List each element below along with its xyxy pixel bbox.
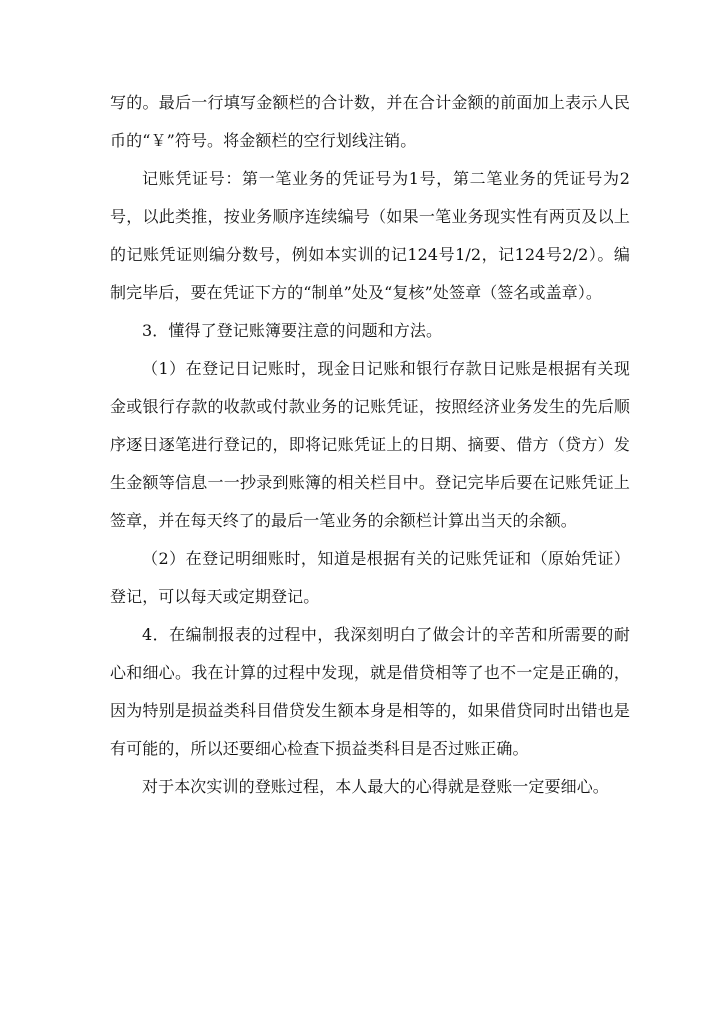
paragraph-point-3-heading: 3．懂得了登记账簿要注意的问题和方法。 xyxy=(142,321,443,340)
body-text xyxy=(110,84,630,806)
paragraph-conclusion: 对于本次实训的登账过程，本人最大的心得就是登账一定要细心。 xyxy=(142,777,609,796)
paragraph-point-4-reports: 4．在编制报表的过程中，我深刻明白了做会计的辛苦和所需要的耐心和细心。我在计算的过程中发现，就是借贷相等了也不一定是正确的，因为特别是损益类科目借贷发生额本身是相等的，如果借贷同时出错也是有可能的，所以还要细心检查下损益类科目是否过账正确。 xyxy=(110,625,630,758)
paragraph-continuation: 写的。最后一行填写金额栏的合计数，并在合计金额的前面加上表示人民币的“￥”符号。将金额栏的空行划线注销。 xyxy=(110,93,630,150)
paragraph-journal-entry: （1）在登记日记账时，现金日记账和银行存款日记账是根据有关现金或银行存款的收款或付款业务的记账凭证，按照经济业务发生的先后顺序逐日逐笔进行登记的，即将记账凭证上的日期、摘要、借方（贷方）发生金额等信息一一抄录到账簿的相关栏目中。登记完毕后要在记账凭证上签章，并在每天终了的最后一笔业务的余额栏计算出当天的余额。 xyxy=(110,359,630,530)
paragraph-subsidiary-ledger: （2）在登记明细账时，知道是根据有关的记账凭证和（原始凭证）登记，可以每天或定期登记。 xyxy=(110,549,630,606)
paragraph-voucher-number: 记账凭证号：第一笔业务的凭证号为1号，第二笔业务的凭证号为2号，以此类推，按业务顺序连续编号（如果一笔业务现实性有两页及以上的记账凭证则编分数号，例如本实训的记124号1/2，记124号2/2）。编制完毕后，要在凭证下方的“制单”处及“复核”处签章（签名或盖章）。 xyxy=(110,169,630,302)
